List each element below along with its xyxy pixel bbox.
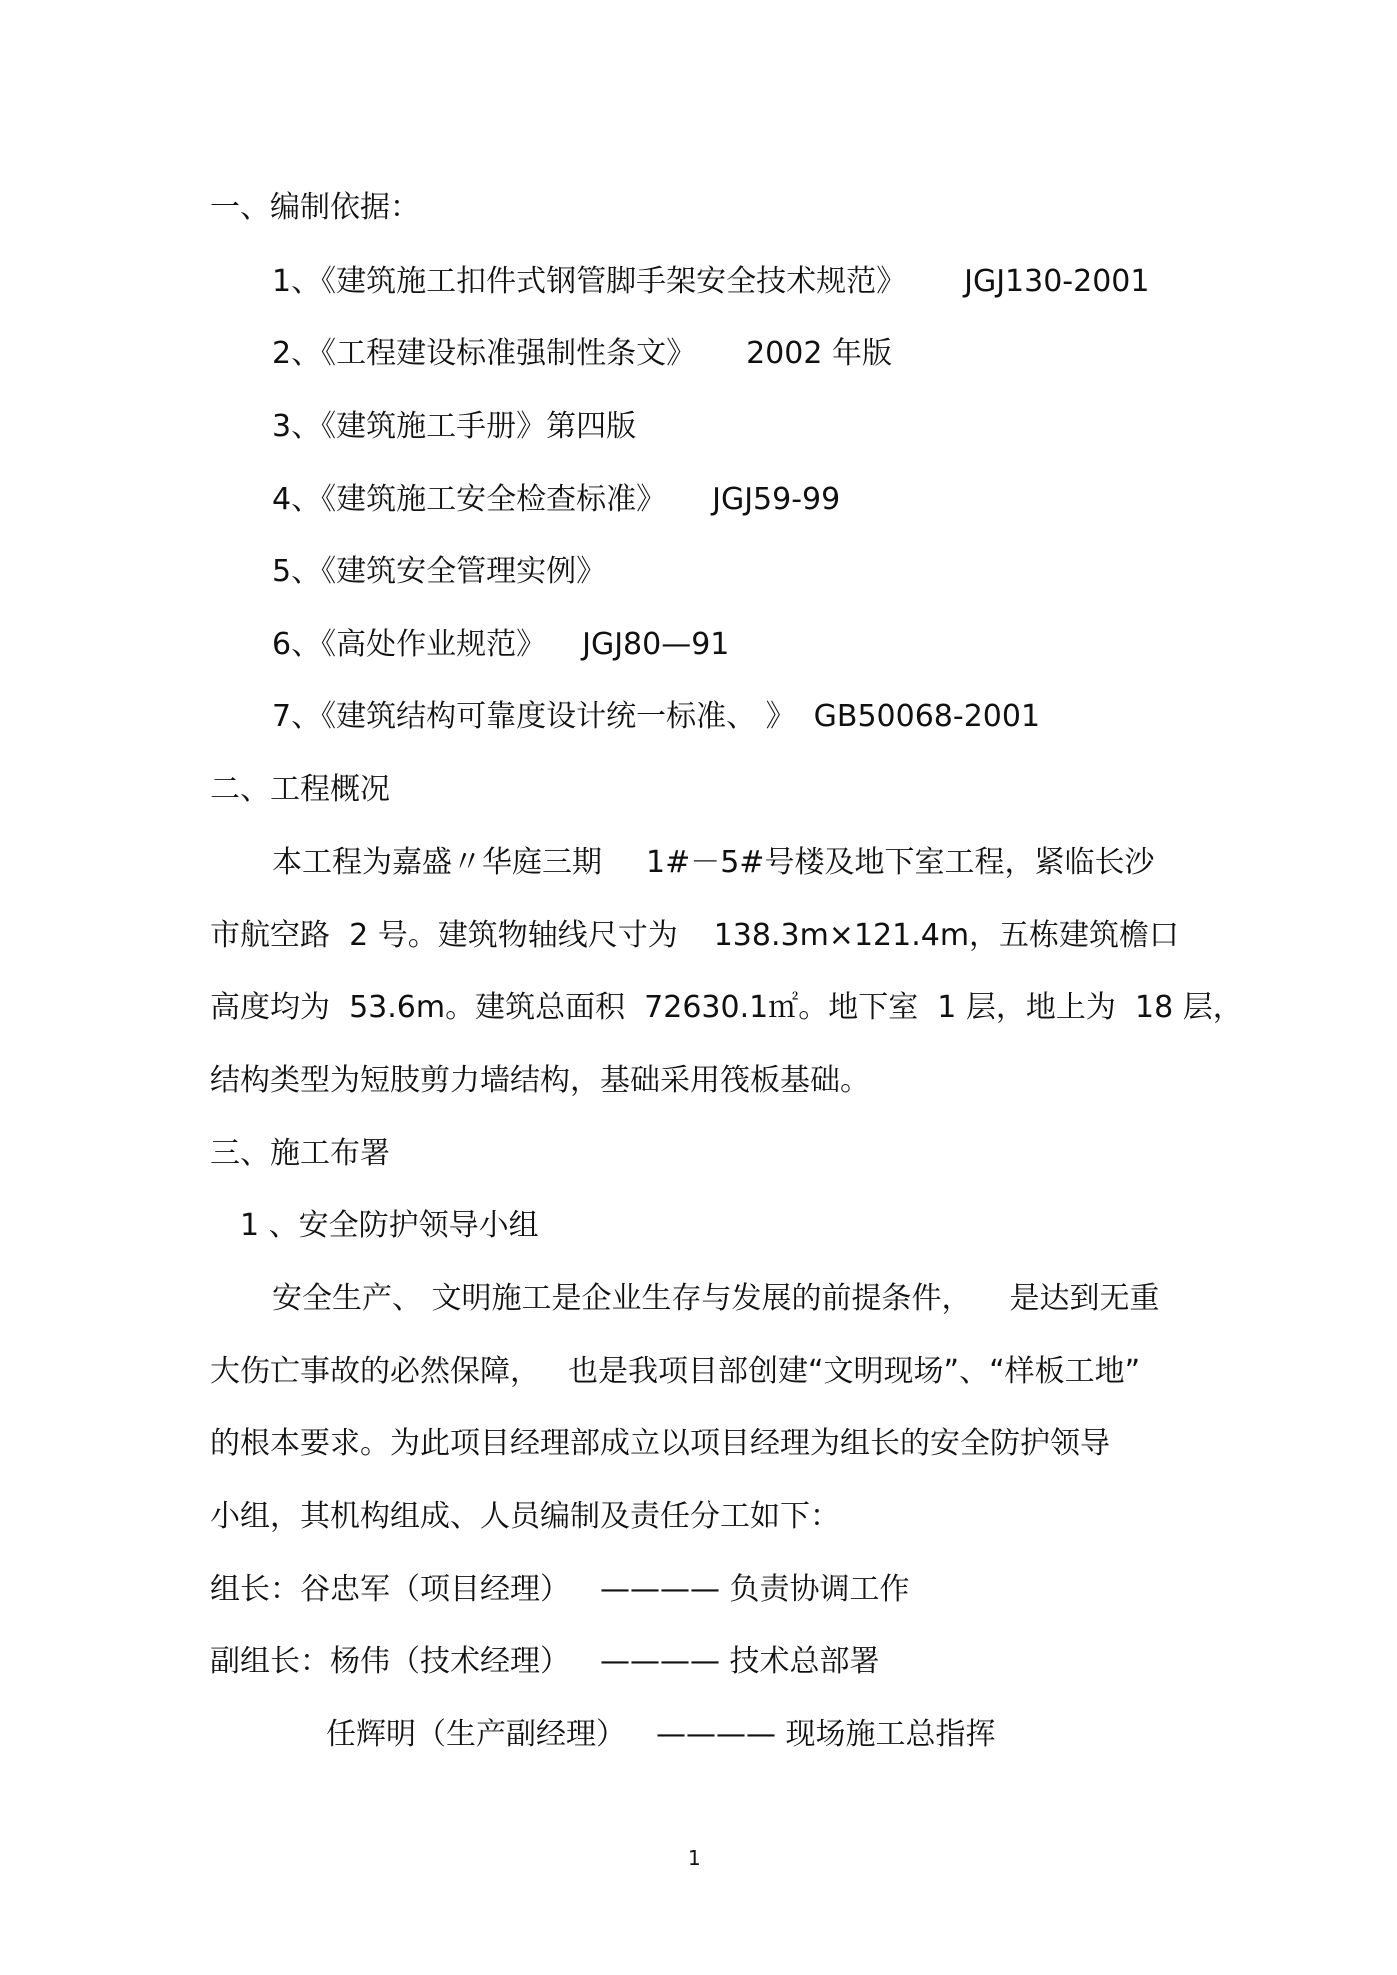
role-person: 任辉明（生产副经理） bbox=[326, 1717, 626, 1752]
reference-title: 4、《建筑施工安全检查标准》 bbox=[272, 482, 667, 517]
reference-title: 3、《建筑施工手册》第四版 bbox=[272, 409, 637, 444]
section-heading-overview: 二、工程概况 bbox=[210, 772, 390, 807]
reference-code: GB50068-2001 bbox=[813, 699, 1041, 734]
reference-item bbox=[272, 552, 606, 592]
section-heading-deployment: 三、施工布署 bbox=[210, 1136, 390, 1171]
reference-title: 2、《工程建设标准强制性条文》 bbox=[272, 336, 697, 371]
reference-code: 2002 年版 bbox=[746, 336, 892, 371]
paragraph-line: 安全生产、 文明施工是企业生存与发展的前提条件， 是达到无重 bbox=[272, 1281, 1160, 1316]
role-person: 组长：谷忠军（项目经理） bbox=[210, 1572, 570, 1607]
role-line bbox=[210, 1570, 910, 1610]
role-duty: ———— 现场施工总指挥 bbox=[656, 1717, 996, 1752]
reference-item bbox=[272, 334, 892, 374]
reference-title: 1、《建筑施工扣件式钢管脚手架安全技术规范》 bbox=[272, 264, 907, 299]
paragraph-line: 的根本要求。为此项目经理部成立以项目经理为组长的安全防护领导 bbox=[210, 1426, 1110, 1461]
reference-code: JGJ130-2001 bbox=[964, 264, 1150, 299]
paragraph-line: 市航空路 2 号。建筑物轴线尺寸为 138.3m×121.4m，五栋建筑檐口 bbox=[210, 918, 1180, 953]
role-duty: ———— 技术总部署 bbox=[600, 1644, 880, 1679]
section-heading-basis: 一、编制依据： bbox=[210, 190, 420, 225]
paragraph-line: 小组，其机构组成、人员编制及责任分工如下： bbox=[210, 1499, 840, 1534]
reference-item bbox=[272, 407, 636, 447]
reference-title: 7、《建筑结构可靠度设计统一标准、 》 bbox=[272, 699, 796, 734]
reference-code: JGJ59-99 bbox=[712, 482, 841, 517]
paragraph-line: 高度均为 53.6m。建筑总面积 72630.1㎡。地下室 1 层，地上为 18 层， bbox=[210, 990, 1243, 1025]
paragraph-line: 本工程为嘉盛〃华庭三期 1#－5#号楼及地下室工程，紧临长沙 bbox=[272, 845, 1155, 880]
reference-item bbox=[272, 262, 1149, 302]
subsection-heading: 1 、安全防护领导小组 bbox=[240, 1208, 539, 1243]
role-line bbox=[210, 1642, 880, 1682]
reference-code: JGJ80—91 bbox=[582, 627, 730, 662]
role-person: 副组长：杨伟（技术经理） bbox=[210, 1644, 570, 1679]
page-number: 1 bbox=[688, 1846, 701, 1870]
paragraph-line: 大伤亡事故的必然保障， 也是我项目部创建“文明现场”、“样板工地” bbox=[210, 1354, 1141, 1389]
reference-title: 5、《建筑安全管理实例》 bbox=[272, 554, 607, 589]
reference-item bbox=[272, 480, 840, 520]
reference-item bbox=[272, 697, 1040, 737]
reference-title: 6、《高处作业规范》 bbox=[272, 627, 547, 662]
role-duty: ———— 负责协调工作 bbox=[600, 1572, 910, 1607]
reference-item bbox=[272, 625, 729, 665]
paragraph-line: 结构类型为短肢剪力墙结构，基础采用筏板基础。 bbox=[210, 1063, 870, 1098]
role-line bbox=[326, 1715, 996, 1755]
